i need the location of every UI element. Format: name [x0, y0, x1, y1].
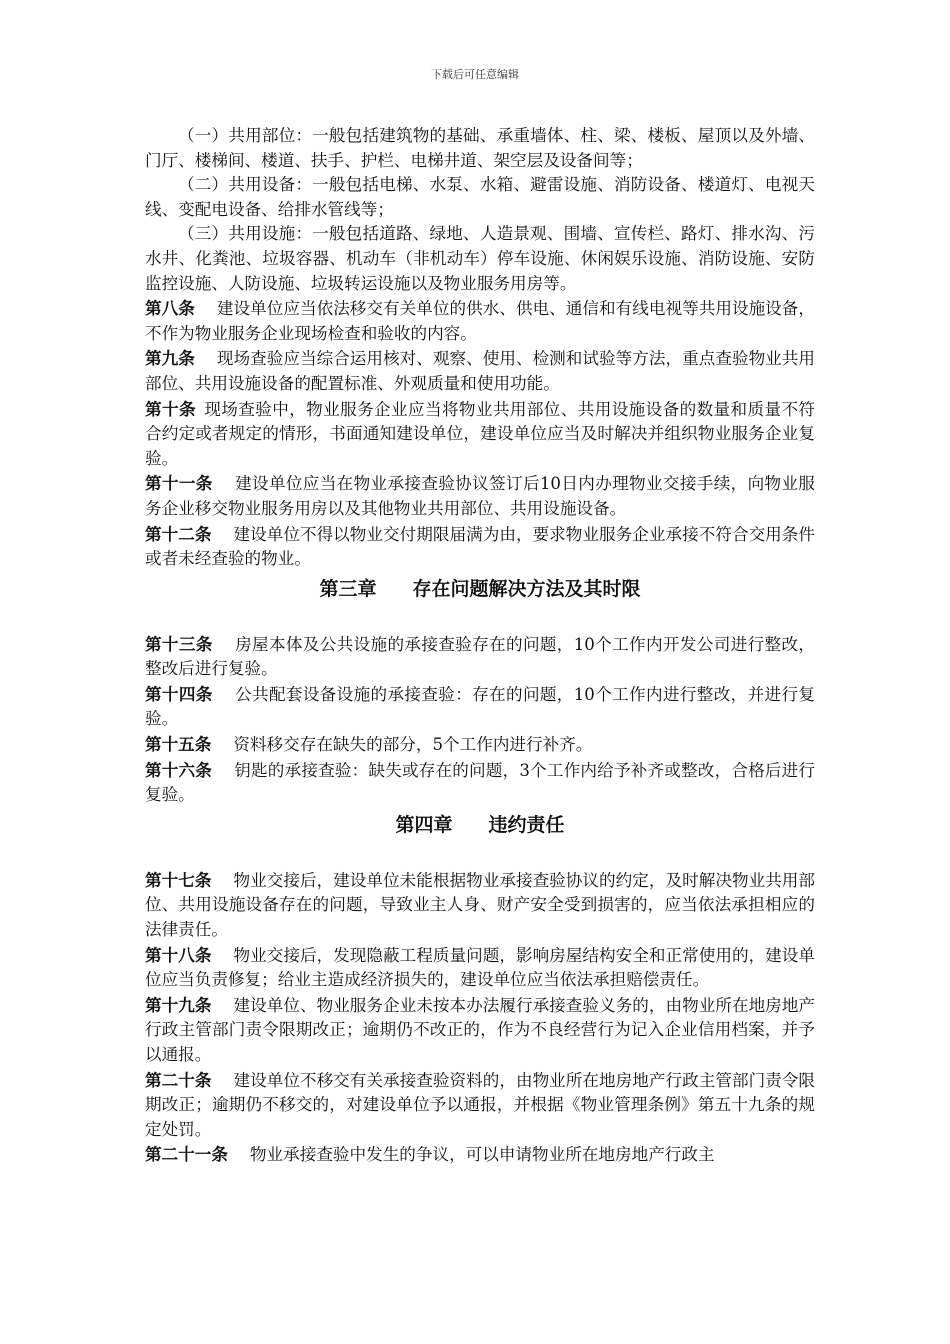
article-text: 建设单位不移交有关承接查验资料的，由物业所在地房地产行政主管部门责令限期改正；逾期仍不移交的，对建设单位予以通报，并根据《物业管理条例》第五十九条的规定处罚。: [145, 1070, 816, 1139]
article-label: 第十条: [145, 398, 196, 419]
intro-paragraph: （一）共用部位：一般包括建筑物的基础、承重墙体、柱、梁、楼板、屋顶以及外墙、门厅、楼梯间、楼道、扶手、护栏、电梯井道、架空层及设备间等；: [145, 126, 815, 170]
article-label: 第十八条: [145, 944, 212, 965]
article-text: 钥匙的承接查验：缺失或存在的问题，3个工作内给予补齐或整改，合格后进行复验。: [145, 760, 816, 805]
article-text: 建设单位、物业服务企业未按本办法履行承接查验义务的，由物业所在地房地产行政主管部门责令限期改正；逾期仍不改正的，作为不良经营行为记入企业信用档案，并予以通报。: [145, 995, 816, 1064]
article-15: [145, 732, 815, 758]
article-text: 物业交接后，发现隐蔽工程质量问题，影响房屋结构安全和正常使用的，建设单位应当负责修复；给业主造成经济损失的，建设单位应当依法承担赔偿责任。: [145, 945, 816, 990]
intro-paragraph: （三）共用设施：一般包括道路、绿地、人造景观、围墙、宣传栏、路灯、排水沟、污水井、化粪池、垃圾容器、机动车（非机动车）停车设施、休闲娱乐设施、消防设施、安防监控设施、人防设施、垃圾转运设施以及物业服务用房等。: [145, 224, 815, 293]
article-text: 现场查验应当综合运用核对、观察、使用、检测和试验等方法，重点查验物业共用部位、共用设施设备的配置标准、外观质量和使用功能。: [145, 349, 816, 393]
article-label: 第十三条: [145, 633, 213, 654]
article-20: [145, 1068, 815, 1143]
article-21: [145, 1142, 815, 1168]
article-label: 第八条: [145, 298, 195, 319]
article-label: 第十九条: [145, 994, 212, 1015]
article-text: 物业承接查验中发生的争议，可以申请物业所在地房地产行政主: [249, 1145, 715, 1165]
chapter-title: 违约责任: [488, 813, 565, 836]
chapter-title: 存在问题解决方法及其时限: [412, 577, 641, 600]
article-label: 第十四条: [145, 683, 213, 704]
article-10: [145, 397, 815, 472]
article-label: 第十一条: [145, 473, 213, 494]
article-text: 建设单位应当在物业承接查验协议签订后10日内办理物业交接手续，向物业服务企业移交物业服务用房以及其他物业共用部位、共用设施设备。: [145, 474, 815, 518]
article-text: 资料移交存在缺失的部分，5个工作内进行补齐。: [233, 735, 593, 755]
article-16: [145, 758, 815, 808]
article-label: 第十五条: [145, 734, 212, 755]
article-8: [145, 296, 815, 346]
chapter-number: 第三章: [319, 577, 377, 600]
page-header-note: 下载后可任意编辑: [431, 68, 519, 81]
article-12: [145, 522, 815, 572]
article-text: 建设单位不得以物业交付期限届满为由，要求物业服务企业承接不符合交用条件或者未经查验的物业。: [145, 524, 816, 569]
intro-paragraph: （二）共用设备：一般包括电梯、水泵、水箱、避雷设施、消防设备、楼道灯、电视天线、变配电设备、给排水管线等；: [145, 175, 815, 219]
chapter-3-heading: [145, 576, 815, 602]
article-13: [145, 632, 815, 682]
article-14: [145, 682, 815, 732]
article-text: 房屋本体及公共设施的承接查验存在的问题，10个工作内开发公司进行整改，整改后进行复验。: [145, 634, 815, 679]
article-17: [145, 868, 815, 943]
article-text: 物业交接后，建设单位未能根据物业承接查验协议的约定，及时解决物业共用部位、共用设施设备存在的问题，导致业主人身、财产安全受到损害的，应当依法承担相应的法律责任。: [145, 870, 816, 940]
article-label: 第十二条: [145, 523, 212, 544]
chapter-number: 第四章: [395, 813, 453, 836]
article-text: 公共配套设备设施的承接查验：存在的问题，10个工作内进行整改，并进行复验。: [145, 684, 815, 729]
article-9: [145, 346, 815, 396]
article-label: 第二十条: [145, 1069, 212, 1090]
article-11: [145, 471, 815, 521]
article-label: 第九条: [145, 348, 195, 369]
article-text: 现场查验中，物业服务企业应当将物业共用部位、共用设施设备的数量和质量不符合约定或者规定的情形，书面通知建设单位，建设单位应当及时解决并组织物业服务企业复验。: [145, 399, 816, 468]
document-body: [145, 124, 815, 1168]
article-19: [145, 993, 815, 1068]
article-label: 第十六条: [145, 759, 213, 780]
article-label: 第十七条: [145, 869, 212, 890]
article-label: 第二十一条: [145, 1144, 228, 1165]
article-text: 建设单位应当依法移交有关单位的供水、供电、通信和有线电视等共用设施设备，不作为物业服务企业现场检查和验收的内容。: [145, 299, 816, 343]
article-18: [145, 943, 815, 993]
chapter-4-heading: [145, 812, 815, 838]
